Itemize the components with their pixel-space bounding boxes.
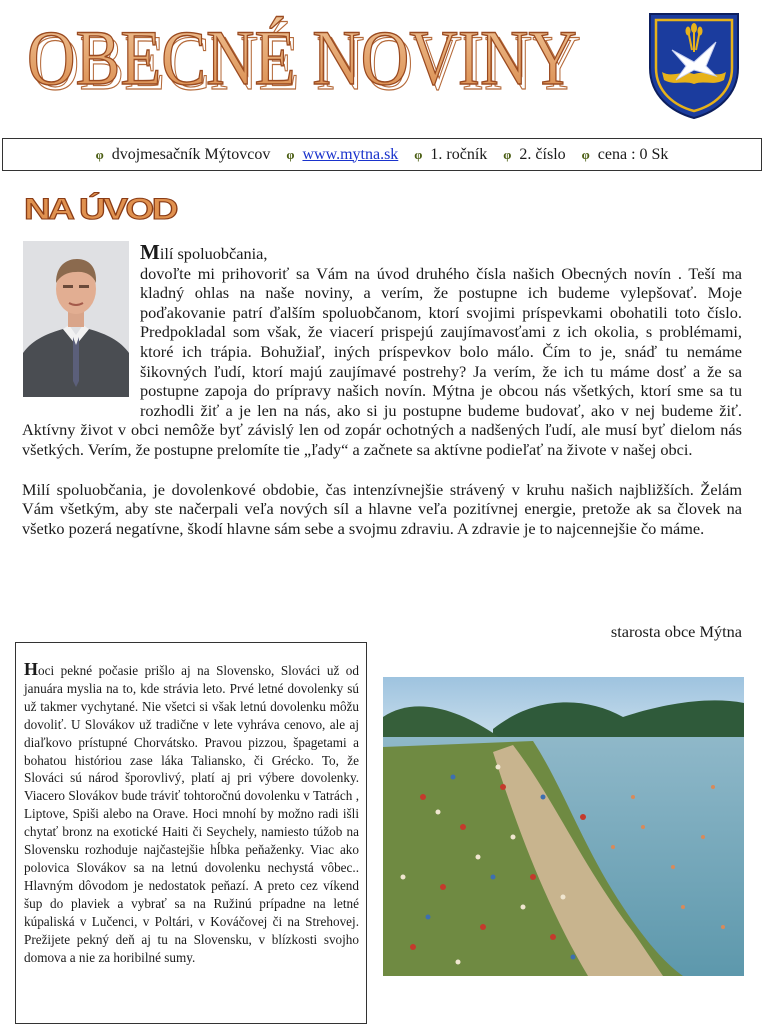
sidebox-dropcap: H (24, 659, 39, 679)
masthead-text: OBECNÉ NOVINY (27, 14, 577, 101)
vacation-article-box (15, 642, 367, 1024)
leaf-bullet-icon: φ (286, 146, 295, 162)
leaf-bullet-icon: φ (581, 146, 590, 162)
signature: starosta obce Mýtna (610, 622, 742, 641)
sidebox-text: oci pekné počasie prišlo aj na Slovensko, Slováci už od januára myslia na to, kde strávia leto. Prvé letné dovolenky sú už takmer vychytané. Nie všetci si však letnú dovolenku môžu dovoliť. U Slovákov už tradične v lete vyhráva cenovo, ale aj diaľkovo prístupné Chorvátsko. Pravou pizzou, špagetami a bohatou históriou zase láka Taliansko, či Grécko. To, že Slováci sú národ šporovlivý, platí aj pri výbere dovolenky. Viacero Slovákov bude tráviť tohtoročnú dovolenku v Tatrách , Liptove, Spiši alebo na Orave. Hoci mnohí by možno radi išli chytať bronz na exotické Haiti či Seychely, namiesto túžob na Slovensku rozhoduje najčastejšie hĺbka peňaženky. Viac ako polovica Slovákov sa na letnú dovolenku nechystá vôbec.. Hlavným dôvodom je nedostatok peňazí. A preto cez víkend šup do plaviek a vybrať sa na Ružinú prípadne na letné kúpaliská v Lučenci, v Poltári, v Kováčovej či na Strehovej. Prežijete pekný deň aj tu na Slovensku, v blízkosti svojho domova a nie za horibilné sumy. (24, 663, 359, 965)
beach-photo (383, 677, 744, 976)
coat-of-arms (646, 10, 742, 120)
section-title-text: NA ÚVOD (24, 193, 148, 226)
info-website[interactable] (286, 146, 398, 164)
info-volume: φ 1. ročník (414, 145, 488, 163)
leaf-bullet-icon: φ (95, 146, 104, 162)
issue-info-bar (2, 138, 762, 171)
leaf-bullet-icon: φ (503, 146, 512, 162)
section-title-intro (22, 188, 222, 228)
leaf-bullet-icon: φ (414, 146, 423, 162)
intro-paragraph-1: Milí spoluobčania, dovoľte mi prihovoriť sa Vám na úvod druhého čísla našich Obecných novín . Teší ma kladný ohlas na naše noviny, a verím, že postupne ich budeme vylepšovať. Moje poďakovanie patrí ďalším spoluobčanom, ktorí svojimi príspevkami obohatili toto číslo. Predpokladal som však, že viacerí prispejú zaujímavosťami z ich okolia, s problémami, ktoré ich trápia. Bohužiaľ, iných príspevkov bolo málo. Čím to je, snáď tu nemáme šikovných ľudí, ktorí majú zaujímavé postrehy? Ja verím, že ich tu máme dosť a že sa postupne zapoja do prípravy našich novín. Mýtna je obcou nás všetkých, ktorí sme sa tu rozhodli žiť a je len na nás, ako si ju postupne budeme budovať, ako v nej budeme žiť. Aktívny život v obci nemôže byť závislý len od zopár ochotných a nadšených ľudí, ale musí byť dielom nás všetkých. Verím, že postupne prelomíte tie „ľady“ a začnete sa aktívne podieľať na živote v našej obci. (22, 240, 742, 459)
info-price: φ cena : 0 Sk (581, 145, 669, 163)
masthead-title (22, 4, 582, 104)
masthead-shadow: OBECNÉ NOVINY (31, 19, 581, 104)
website-link[interactable]: www.mytna.sk (302, 145, 399, 163)
intro-paragraph-2: Milí spoluobčania, je dovolenkové obdobie, čas intenzívnejšie strávený v kruhu našich najbližších. Želám Vám všetkým, aby ste načerpali veľa nových síl a hlavne veľa pozitívnej energie, pretože ak sa človek na všetko pozerá negatívne, škodí hlavne sám sebe a svojmu zdraviu. A zdravie je to najcennejšie čo máme. (22, 479, 742, 538)
intro-dropcap: M (140, 240, 160, 264)
intro-article (22, 240, 742, 538)
info-issue-number: φ 2. číslo (503, 145, 566, 163)
info-frequency: φ dvojmesačník Mýtovcov (95, 145, 271, 163)
portrait-spacer (22, 243, 140, 419)
